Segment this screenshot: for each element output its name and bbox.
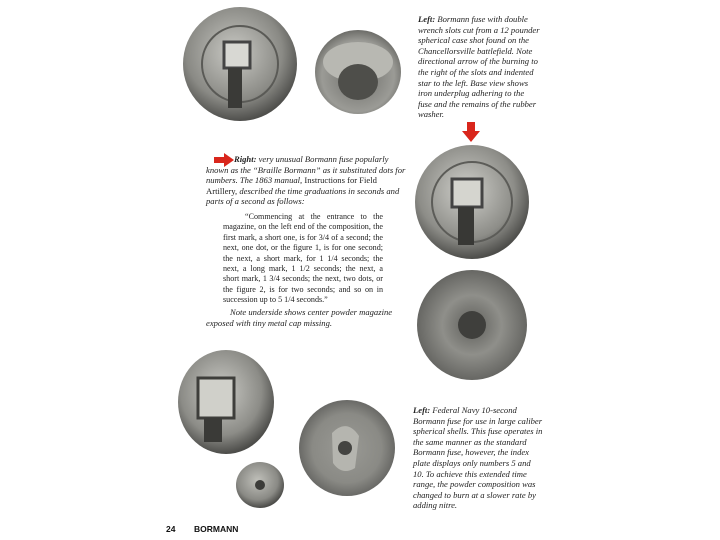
fuse-photo-top-right-base	[313, 22, 403, 117]
fuse-photo-navy-base	[297, 398, 397, 498]
caption-text-2: described the time graduations in seconds and parts of a second as follows:	[206, 185, 400, 207]
caption-text-1: very unusual Bormann fuse popularly known as the “Braille Bormann” as it substituted dots for numbers. The 1863 manual,	[206, 154, 406, 186]
fuse-photo-top-left-face	[180, 4, 300, 124]
caption-navy-fuse	[413, 405, 543, 511]
caption-manual-title: Instructions for Field Artillery,	[206, 175, 377, 196]
caption-text: Federal Navy 10-second Bormann fuse for use in large caliber spherical shells. This fuse operates in the same manner as the standard Bormann fuse, however, the index plate displays only numbers 5 and 10. To achieve this extended time range, the powder composition was changed to burn at a slower rate by adding nitre.	[413, 405, 543, 511]
fuse-photo-navy-small-part	[235, 461, 285, 509]
caption-lead: Right:	[234, 154, 257, 164]
page-number: 24	[166, 524, 176, 534]
caption-lead: Left:	[418, 14, 436, 24]
running-title: BORMANN	[194, 524, 239, 534]
caption-text: Bormann fuse with double wrench slots cut from a 12 pounder spherical case shot found on the Chancellorsville battlefield. Note directional arrow of the burning to the right of the slots and indented star to the left. Base view shows iron underplug adhering to the fuse and the remains of the rubber washer.	[418, 14, 540, 120]
caption-underside-note: Note underside shows center powder magazine exposed with tiny metal cap missing.	[206, 307, 393, 328]
caption-top-left	[418, 14, 540, 120]
red-arrow-down-icon	[462, 122, 480, 142]
fuse-photo-braille-underside	[414, 268, 530, 382]
manual-quote: “Commencing at the entrance to the magazine, on the left end of the composition, the first mark, a short one, is for 3/4 of a second; the next, one dot, or the figure 1, is for one second; the next, a short mark, for 1 1/4 seconds; the next, a long mark, 1 1/2 seconds; the next, a short mark, 1 3/4 seconds; the next, two dots, or the figure 2, is for two seconds; and so on in succession up to 5 1/4 seconds.”	[223, 212, 383, 305]
fuse-photo-braille-face	[412, 143, 532, 261]
caption-lead: Left:	[413, 405, 431, 415]
fuse-photo-navy-face	[176, 348, 276, 456]
caption-braille	[206, 154, 406, 207]
